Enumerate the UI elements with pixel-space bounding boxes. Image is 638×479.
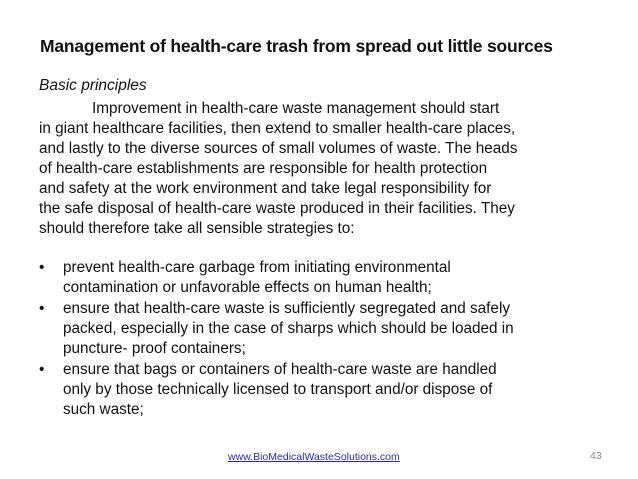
slide-title: Management of health-care trash from spread out little sources [40,36,553,56]
bullet-list [39,258,609,421]
bullet-line: ensure that bags or containers of health-care waste are handled [63,361,497,378]
bullet-item [39,299,609,359]
bullet-line: prevent health-care garbage from initiating environmental [63,259,451,276]
bullet-icon: • [39,259,45,276]
paragraph-line: should therefore take all sensible strategies to: [39,220,355,237]
section-subtitle: Basic principles [39,77,147,94]
bullet-item [39,360,609,420]
bullet-item [39,258,609,298]
bullet-line: puncture- proof containers; [63,340,246,357]
bullet-line: contamination or unfavorable effects on human health; [63,279,432,296]
paragraph-line: in giant healthcare facilities, then extend to smaller health-care places, [39,120,516,137]
body-paragraph [39,99,599,239]
paragraph-line: and lastly to the diverse sources of small volumes of waste. The heads [39,140,518,157]
paragraph-line: of health-care establishments are responsible for health protection [39,160,488,177]
footer-website-link[interactable]: www.BioMedicalWasteSolutions.com [228,451,400,463]
bullet-icon: • [39,300,45,317]
paragraph-line: Improvement in health-care waste management should start [92,100,500,117]
bullet-line: packed, especially in the case of sharps which should be loaded in [63,320,514,337]
bullet-icon: • [39,361,45,378]
bullet-line: such waste; [63,401,144,418]
paragraph-line: and safety at the work environment and take legal responsibility for [39,180,492,197]
page-number: 43 [590,450,602,462]
paragraph-line: the safe disposal of health-care waste produced in their facilities. They [39,200,515,217]
bullet-line: only by those technically licensed to transport and/or dispose of [63,381,493,398]
bullet-line: ensure that health-care waste is sufficiently segregated and safely [63,300,510,317]
